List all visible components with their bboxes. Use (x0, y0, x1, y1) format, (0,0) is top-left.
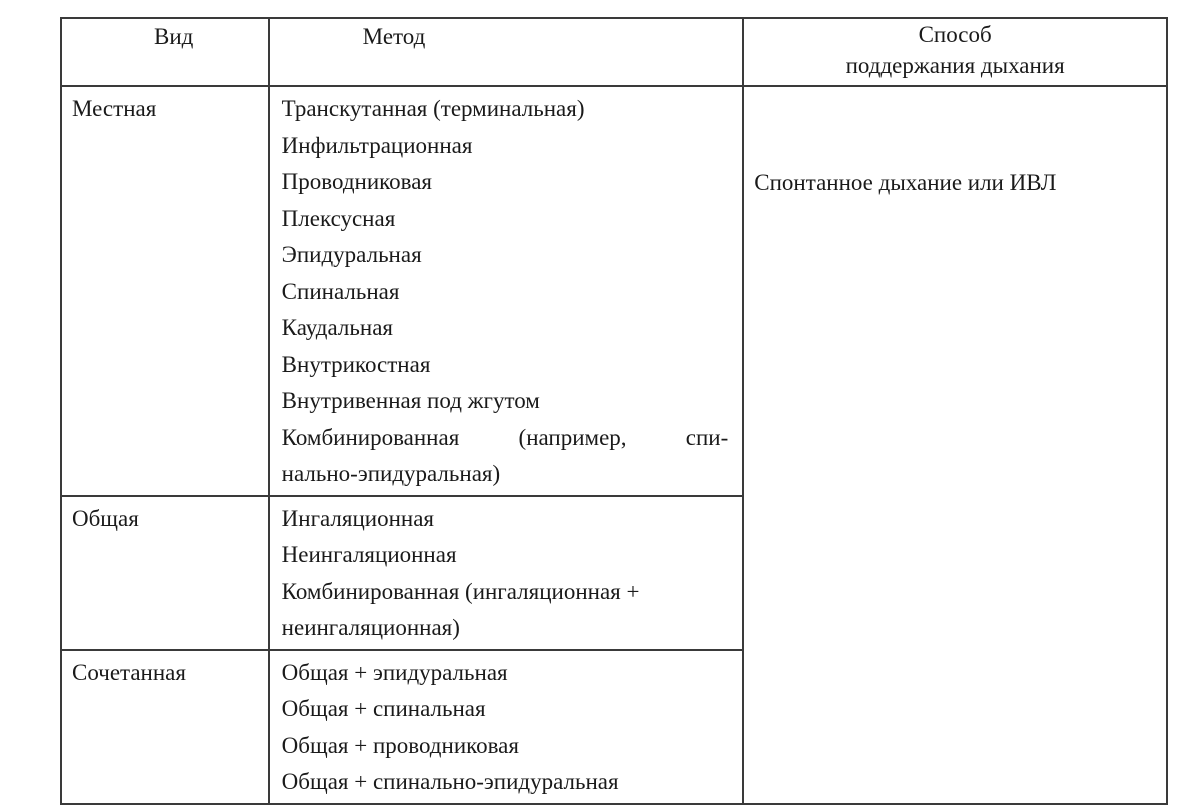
method-item: Каудальная (281, 315, 393, 340)
method-item: Общая + проводниковая (281, 732, 519, 758)
method-item: Плексусная (281, 205, 396, 231)
methods-cell-local (269, 86, 744, 496)
method-item: Общая + эпидуральная (281, 659, 508, 685)
header-respiration (743, 18, 1167, 86)
method-item: Ингаляционная (281, 505, 435, 531)
method-item: Внутривенная под жгутом (281, 388, 540, 413)
header-kind-label: Вид (154, 24, 194, 49)
respiration-cell: Спонтанное дыхание или ИВЛ (743, 86, 1167, 804)
header-row (61, 18, 1167, 86)
method-item: Неингаляционная (281, 542, 457, 567)
combined-word: спи- (685, 424, 729, 450)
method-item: Спинальная (281, 278, 400, 304)
combined-word: (например, (518, 424, 627, 450)
method-item: Инфильтрационная (281, 132, 473, 158)
method-item: Эпидуральная (281, 242, 422, 267)
method-item: Внутрикостная (281, 351, 431, 377)
methods-cell-general (269, 496, 744, 650)
kind-cell-local: Местная (61, 86, 269, 496)
header-respiration-line2: поддержания дыхания (845, 53, 1065, 78)
method-item: Комбинированная (ингаляционная + (281, 578, 640, 604)
anesthesia-classification-table (60, 17, 1168, 805)
methods-cell-combined (269, 650, 744, 804)
header-method-label: Метод (362, 24, 426, 49)
method-item: Транскутанная (терминальная) (281, 96, 585, 121)
method-item: Проводниковая (281, 169, 432, 194)
combined-word: Комбинированная (281, 424, 460, 450)
header-kind (61, 18, 269, 86)
header-respiration-line1: Способ (918, 22, 992, 47)
method-item: Общая + спинально-эпидуральная (281, 769, 619, 794)
header-method (269, 18, 744, 86)
method-item: неингаляционная) (281, 615, 460, 640)
method-item-combined-continuation: нально-эпидуральная) (281, 461, 501, 486)
kind-cell-general: Общая (61, 496, 269, 650)
kind-cell-combined: Сочетанная (61, 650, 269, 804)
table-row-local (61, 86, 1167, 496)
method-item: Общая + спинальная (281, 696, 486, 721)
method-item-combined (282, 420, 729, 457)
